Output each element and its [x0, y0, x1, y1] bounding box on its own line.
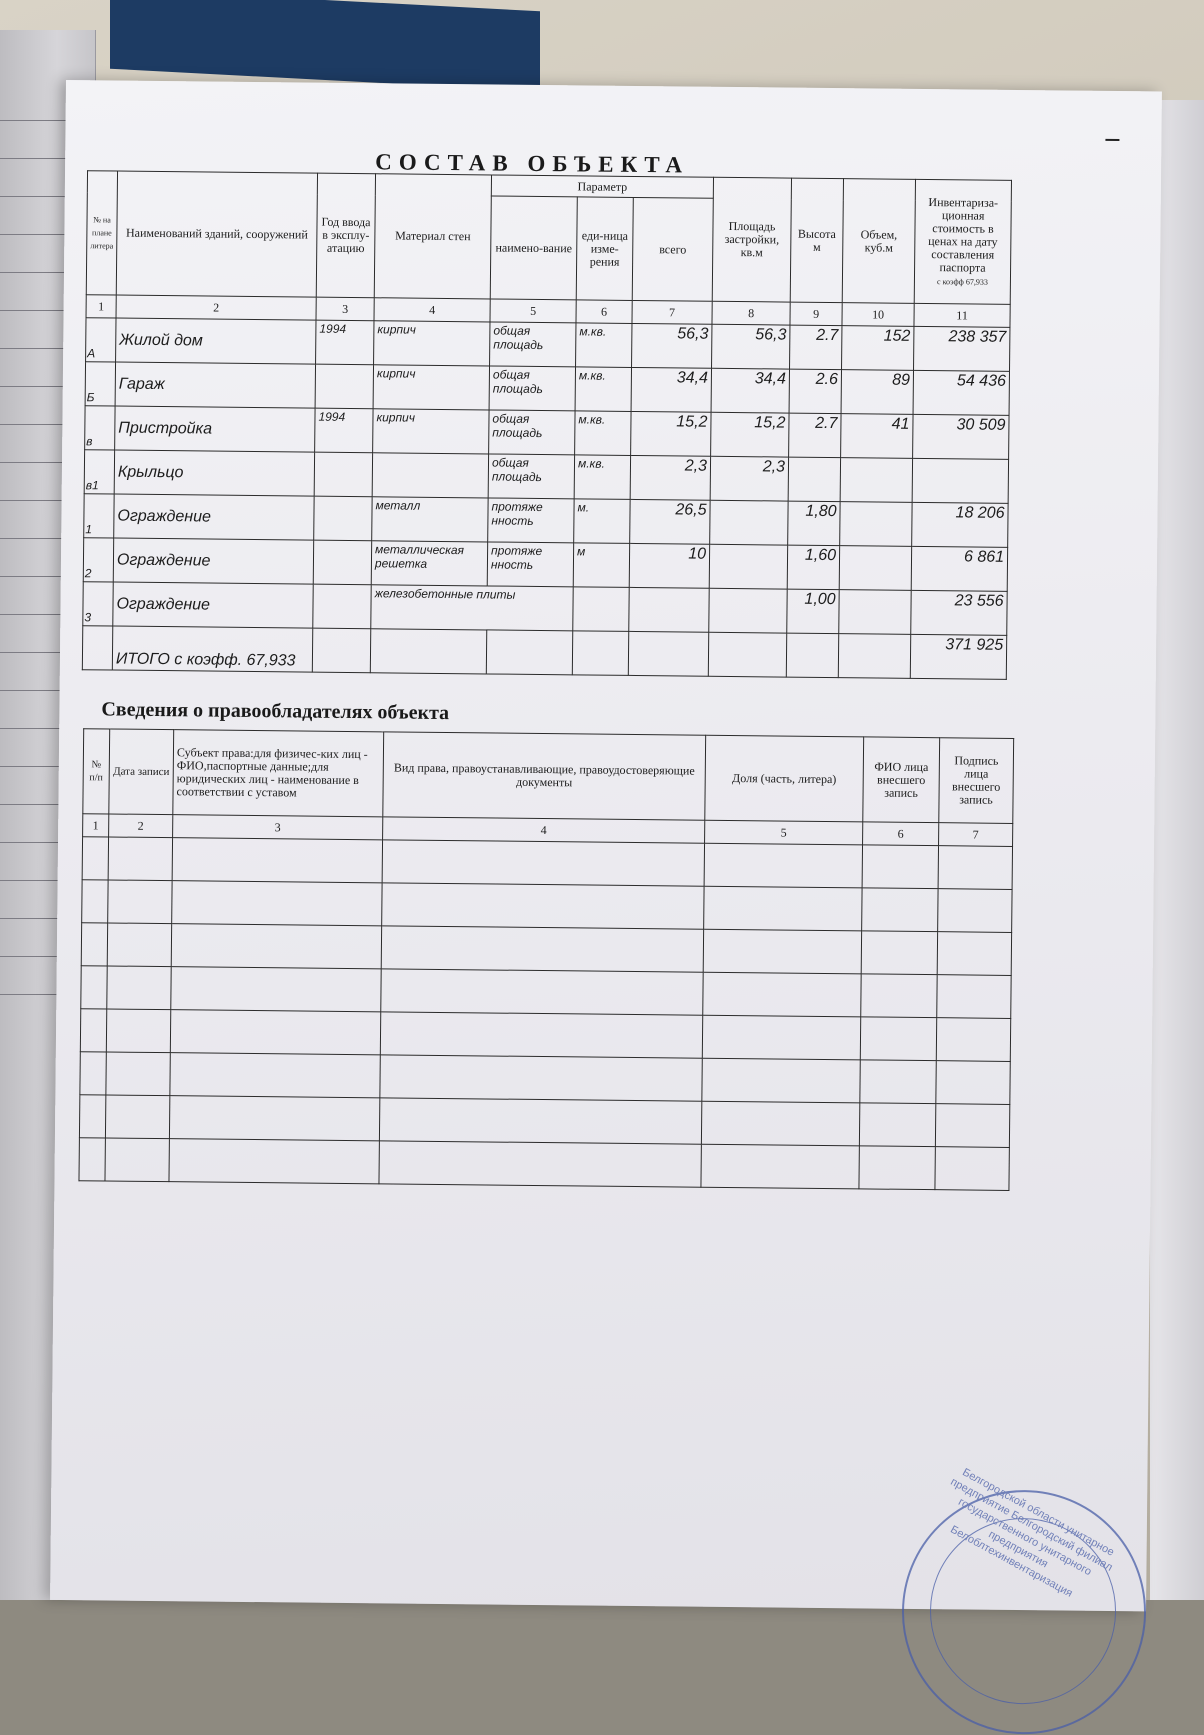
row-total [629, 587, 709, 632]
empty-cell [171, 924, 381, 969]
row-letter: А [86, 318, 116, 362]
empty-cell [860, 1017, 936, 1061]
row-unit: м.кв. [575, 367, 631, 412]
row-letter: 2 [83, 538, 113, 582]
page-title: СОСТАВ ОБЪЕКТА [375, 149, 690, 178]
empty-cell [169, 1096, 379, 1141]
empty-cell [106, 1052, 170, 1096]
col-number: 1 [83, 814, 109, 837]
col-number: 5 [705, 820, 863, 845]
owners-header-num: № п/п [83, 729, 110, 814]
col-number: 5 [490, 299, 576, 323]
owners-header-date: Дата записи [109, 729, 174, 815]
empty-cell [859, 1103, 935, 1147]
header-year: Год ввода в эксплу-атацию [316, 173, 375, 298]
row-year [314, 452, 372, 497]
empty-cell [105, 1095, 169, 1139]
col-number: 6 [863, 822, 939, 846]
row-volume: 152 [842, 326, 914, 371]
row-year [315, 364, 373, 409]
empty-cell [935, 1147, 1009, 1191]
empty-cell [703, 972, 861, 1017]
col-number: 2 [116, 295, 316, 320]
empty-cell [381, 926, 703, 972]
row-height: 1,60 [787, 545, 839, 590]
row-total: 34,4 [631, 367, 711, 412]
total-row [82, 626, 1006, 680]
table-row [79, 1138, 1009, 1191]
row-letter: 1 [84, 494, 114, 538]
row-area: 2,3 [710, 456, 788, 501]
row-material: железобетонные плиты [371, 585, 573, 631]
col-number: 7 [632, 300, 712, 324]
empty-cell [938, 846, 1012, 890]
row-total: 15,2 [631, 411, 711, 456]
total-empty-cell [572, 631, 628, 676]
header-material: Материал стен [374, 174, 491, 299]
empty-cell [936, 1061, 1010, 1105]
row-unit: м. [574, 499, 630, 544]
header-area: Площадь застройки, кв.м [712, 177, 791, 302]
empty-cell [79, 1138, 105, 1181]
stamp-text: Белгородской области унитарное предприятие Белгородский филиал государственного унитарного предприятия Белоблтехинвентаризация [948, 1466, 1117, 1600]
row-param: общая площадь [488, 454, 574, 499]
empty-cell [381, 969, 703, 1015]
empty-cell [862, 845, 938, 889]
empty-cell [702, 1058, 860, 1103]
row-year [313, 540, 371, 585]
row-cost [912, 458, 1008, 503]
empty-cell [82, 837, 108, 880]
empty-cell [937, 932, 1011, 976]
empty-cell [81, 923, 107, 966]
row-unit: м [573, 543, 629, 588]
row-name: Ограждение [113, 538, 313, 584]
row-height: 1,00 [787, 589, 839, 634]
header-name: Наименований зданий, сооружений [116, 171, 317, 297]
empty-cell [379, 1141, 701, 1187]
empty-cell [107, 923, 171, 967]
owners-header-subject: Субъект права:для физичес-ких лиц - ФИО,паспортные данные;для юридических лиц - наименование в соответствии с уставом [173, 730, 384, 817]
empty-cell [382, 883, 704, 929]
header-param-unit: еди-ница изме-рения [576, 197, 633, 301]
total-empty-cell [82, 626, 112, 670]
empty-cell [702, 1015, 860, 1060]
col-number: 9 [790, 302, 842, 326]
row-cost: 54 436 [913, 370, 1009, 415]
row-volume: 89 [841, 370, 913, 415]
row-cost: 6 861 [911, 546, 1007, 591]
empty-cell [859, 1146, 935, 1190]
owners-header-fio: ФИО лица внесшего запись [863, 737, 940, 823]
row-name: Ограждение [114, 494, 314, 540]
row-year: 1994 [315, 408, 373, 453]
row-param: общая площадь [489, 366, 575, 411]
header-cost-text: Инвентариза-ционная стоимость в ценах на дату составления паспорта [928, 194, 999, 275]
empty-cell [861, 974, 937, 1018]
col-number: 6 [576, 300, 632, 324]
row-area: 56,3 [712, 324, 790, 369]
empty-cell [937, 975, 1011, 1019]
header-param-name: наимено-вание [490, 196, 577, 300]
row-total: 10 [629, 543, 709, 588]
empty-cell [171, 967, 381, 1012]
owners-header-share: Доля (часть, литера) [705, 735, 864, 822]
empty-cell [860, 1060, 936, 1104]
row-height [788, 457, 840, 502]
row-year [314, 496, 372, 541]
row-name: Пристройка [115, 406, 315, 452]
empty-cell [862, 888, 938, 932]
total-empty-cell [370, 629, 486, 674]
row-material: кирпич [373, 365, 489, 410]
col-number: 2 [109, 814, 173, 838]
empty-cell [170, 1010, 380, 1055]
row-param: общая площадь [490, 322, 576, 367]
header-cost-note: с коэфф 67,933 [936, 276, 988, 287]
row-area [710, 500, 788, 545]
empty-cell [107, 966, 171, 1010]
row-cost: 23 556 [911, 590, 1007, 635]
header-param-total: всего [632, 197, 713, 301]
total-empty-cell [312, 628, 370, 673]
col-number: 11 [914, 303, 1010, 327]
row-param: протяже нность [487, 542, 573, 587]
empty-cell [105, 1138, 169, 1182]
empty-cell [936, 1018, 1010, 1062]
empty-cell [79, 1095, 105, 1138]
row-area [709, 544, 787, 589]
row-unit: м.кв. [576, 323, 632, 368]
row-material: кирпич [373, 409, 489, 454]
owners-header-sign: Подпись лица внесшего запись [939, 738, 1014, 824]
row-cost: 30 509 [913, 414, 1009, 459]
row-letter: Б [85, 362, 115, 406]
owners-header-row [83, 729, 1014, 824]
page-dash-mark [1105, 139, 1119, 141]
owners-section-title: Сведения о правообладателях объекта [101, 698, 450, 725]
header-height: Высота м [790, 178, 843, 303]
empty-cell [108, 837, 172, 881]
row-letter: в1 [84, 450, 114, 494]
empty-cell [701, 1144, 859, 1189]
row-name: Ограждение [113, 582, 313, 628]
row-height: 1,80 [788, 501, 840, 546]
empty-cell [169, 1139, 379, 1184]
empty-cell [172, 838, 382, 883]
owners-header-right: Вид права, правоустанавливающие, правоудостоверяющие документы [383, 732, 706, 820]
total-empty-cell [628, 631, 708, 676]
objects-table [82, 170, 1012, 680]
official-stamp [901, 1466, 1148, 1735]
col-number: 1 [86, 295, 116, 318]
total-empty-cell [786, 633, 838, 678]
row-unit: м.кв. [575, 411, 631, 456]
row-cost: 238 357 [914, 326, 1010, 371]
col-number: 10 [842, 303, 914, 327]
row-total: 56,3 [632, 323, 712, 368]
empty-cell [172, 881, 382, 926]
row-material: металл [372, 497, 488, 542]
row-volume: 41 [841, 414, 913, 459]
row-total: 26,5 [630, 499, 710, 544]
total-label: ИТОГО с коэфф. 67,933 [112, 626, 312, 672]
col-number: 3 [316, 297, 374, 321]
row-param: протяже нность [488, 498, 574, 543]
total-empty-cell [486, 630, 572, 675]
row-material [372, 453, 488, 498]
row-volume [840, 502, 912, 547]
row-name: Жилой дом [116, 318, 316, 364]
row-year [313, 584, 371, 629]
row-cost: 18 206 [912, 502, 1008, 547]
empty-cell [935, 1104, 1009, 1148]
header-cost [914, 179, 1011, 304]
header-volume: Объем, куб.м [842, 179, 915, 304]
row-name: Гараж [115, 362, 315, 408]
header-param: Параметр [491, 175, 713, 198]
empty-cell [701, 1101, 859, 1146]
row-total: 2,3 [630, 455, 710, 500]
empty-cell [380, 1012, 702, 1058]
empty-cell [703, 929, 861, 974]
empty-cell [379, 1098, 701, 1144]
owners-table [78, 728, 1014, 1191]
col-number: 3 [173, 815, 383, 840]
row-unit [573, 587, 629, 632]
empty-cell [704, 886, 862, 931]
row-height: 2.7 [790, 325, 842, 370]
row-area: 15,2 [711, 412, 789, 457]
empty-cell [380, 1055, 702, 1101]
total-empty-cell [708, 632, 786, 677]
empty-cell [704, 843, 862, 888]
row-letter: 3 [83, 582, 113, 626]
total-cost: 371 925 [910, 634, 1006, 679]
empty-cell [81, 966, 107, 1009]
col-number: 4 [374, 298, 490, 322]
col-number: 4 [383, 817, 705, 843]
empty-cell [108, 880, 172, 924]
row-volume [840, 458, 912, 503]
total-empty-cell [838, 634, 910, 679]
col-number: 8 [712, 301, 790, 325]
row-area: 34,4 [711, 368, 789, 413]
row-volume [839, 546, 911, 591]
empty-cell [938, 889, 1012, 933]
row-year: 1994 [316, 320, 374, 365]
empty-cell [82, 880, 108, 923]
row-material: кирпич [374, 321, 490, 366]
empty-cell [80, 1052, 106, 1095]
row-param: общая площадь [489, 410, 575, 455]
row-material: металлическая решетка [371, 541, 487, 586]
row-letter: в [85, 406, 115, 450]
empty-cell [861, 931, 937, 975]
empty-cell [170, 1053, 380, 1098]
row-unit: м.кв. [574, 455, 630, 500]
row-area [709, 588, 787, 633]
col-number: 7 [939, 823, 1013, 847]
empty-cell [106, 1009, 170, 1053]
row-height: 2.7 [789, 413, 841, 458]
document-page [50, 80, 1162, 1611]
row-name: Крыльцо [114, 450, 314, 496]
empty-cell [382, 840, 704, 886]
header-letter: № на плане литера [86, 171, 117, 295]
empty-cell [80, 1009, 106, 1052]
row-volume [839, 590, 911, 635]
row-height: 2.6 [789, 369, 841, 414]
